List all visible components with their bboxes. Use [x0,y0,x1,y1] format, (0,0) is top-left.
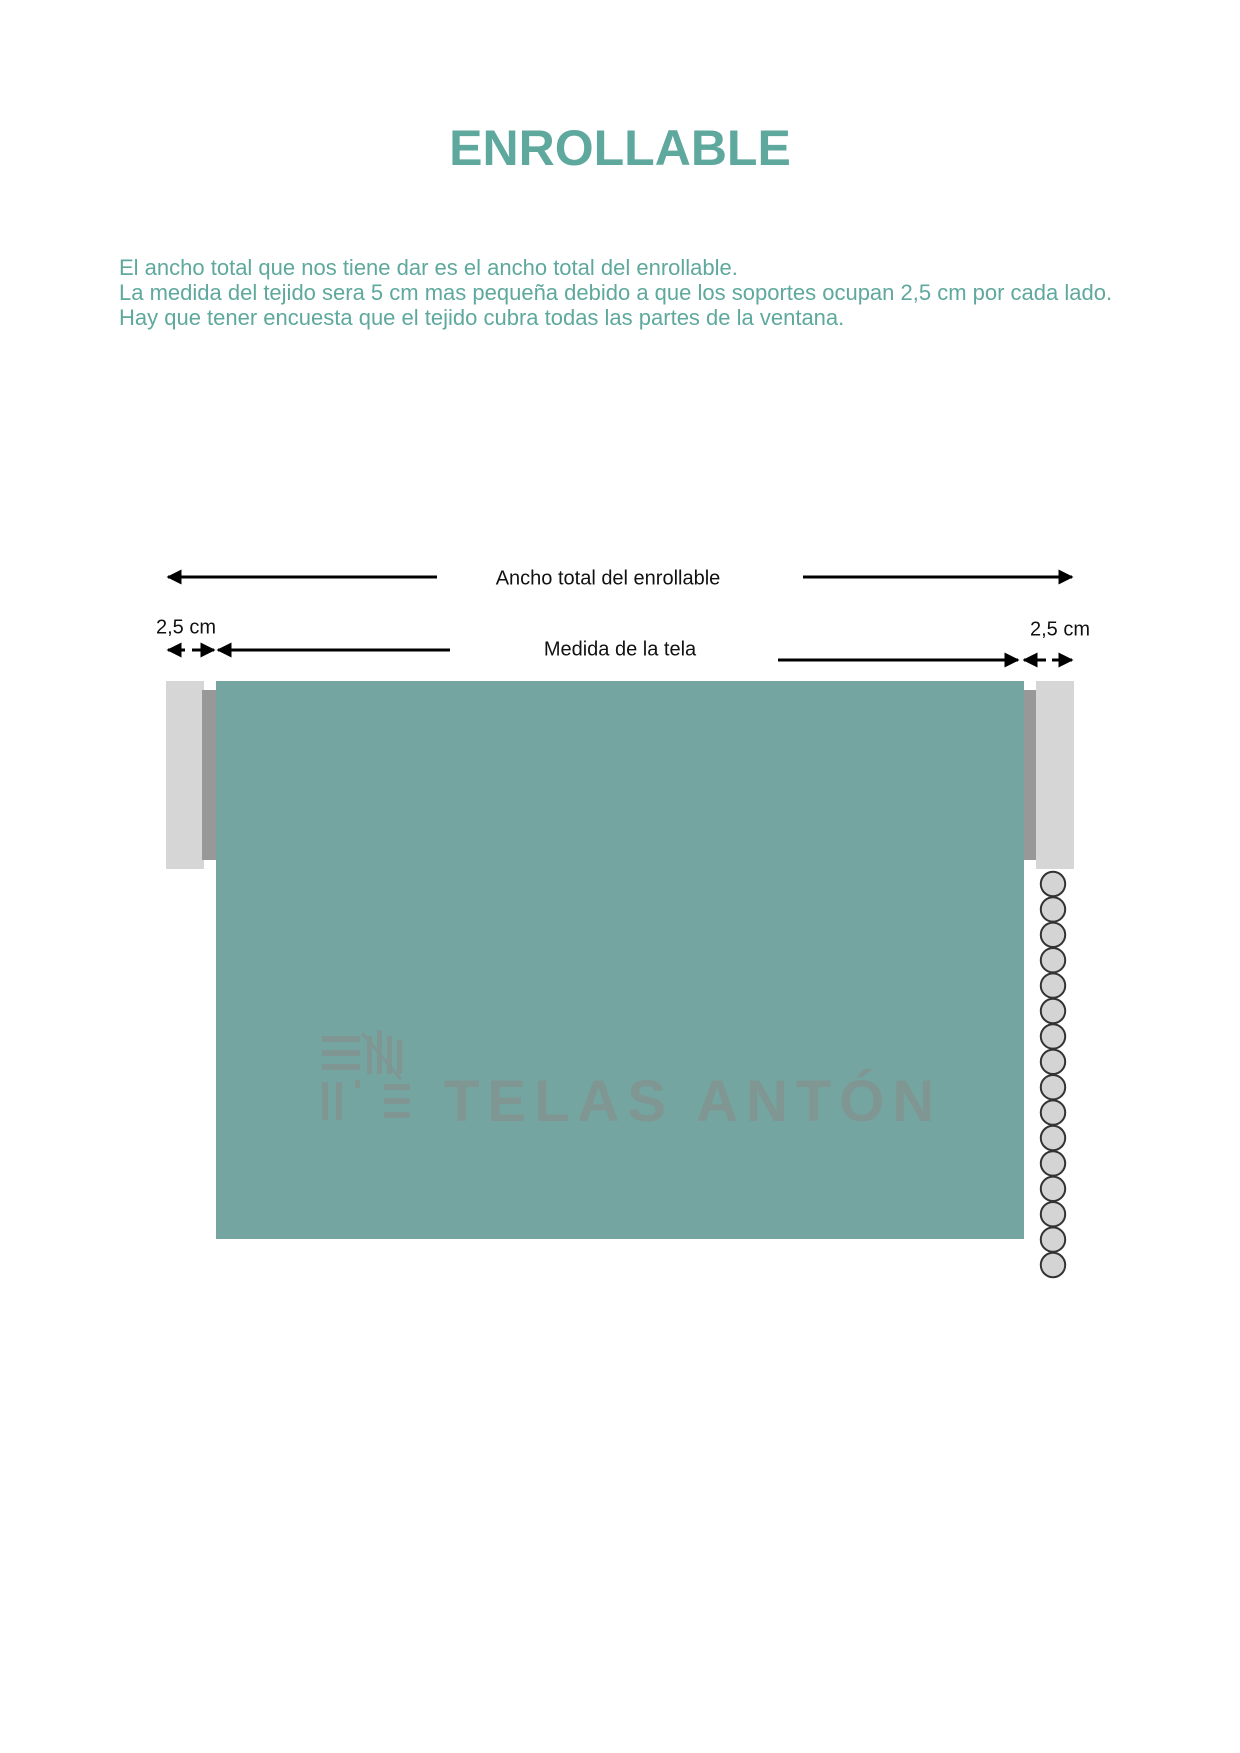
description-line-coverage: Hay que tener encuesta que el tejido cubra todas las partes de la ventana. [119,305,845,330]
left-bracket-label: 2,5 cm [155,616,217,639]
total-width-label: Ancho total del enrollable [495,567,721,590]
fabric-width-dimension [218,638,1018,660]
bead-chain [1041,872,1065,1277]
chain-bead [1041,1253,1065,1277]
chain-bead [1041,923,1065,947]
chain-bead [1041,872,1065,896]
right-bracket-end-cap [1024,690,1036,860]
right-bracket [1024,681,1074,869]
chain-bead [1041,1075,1065,1099]
chain-bead [1041,1177,1065,1201]
chain-bead [1041,1151,1065,1175]
left-bracket [166,681,216,869]
blind-fabric [216,681,1024,1239]
right-bracket-plate [1036,681,1074,869]
left-bracket-end-cap [202,690,216,860]
page-title: ENROLLABLE [449,120,791,176]
chain-bead [1041,1100,1065,1124]
chain-bead [1041,1024,1065,1048]
chain-bead [1041,1050,1065,1074]
fabric-width-label: Medida de la tela [543,638,697,661]
chain-bead [1041,897,1065,921]
right-bracket-label: 2,5 cm [1029,618,1091,641]
left-bracket-dimension [156,616,216,650]
watermark-text: TELAS ANTÓN [444,1069,943,1134]
left-bracket-plate [166,681,204,869]
chain-bead [1041,973,1065,997]
total-width-dimension [168,567,1072,589]
description-line-fabric-width: La medida del tejido sera 5 cm mas pequeña debido a que los soportes ocupan 2,5 cm por cada lado. [119,280,1113,305]
chain-bead [1041,999,1065,1023]
chain-bead [1041,1202,1065,1226]
description-line-total-width: El ancho total que nos tiene dar es el ancho total del enrollable. [119,255,738,280]
right-bracket-dimension [1024,618,1090,660]
chain-bead [1041,948,1065,972]
chain-bead [1041,1126,1065,1150]
chain-bead [1041,1227,1065,1251]
